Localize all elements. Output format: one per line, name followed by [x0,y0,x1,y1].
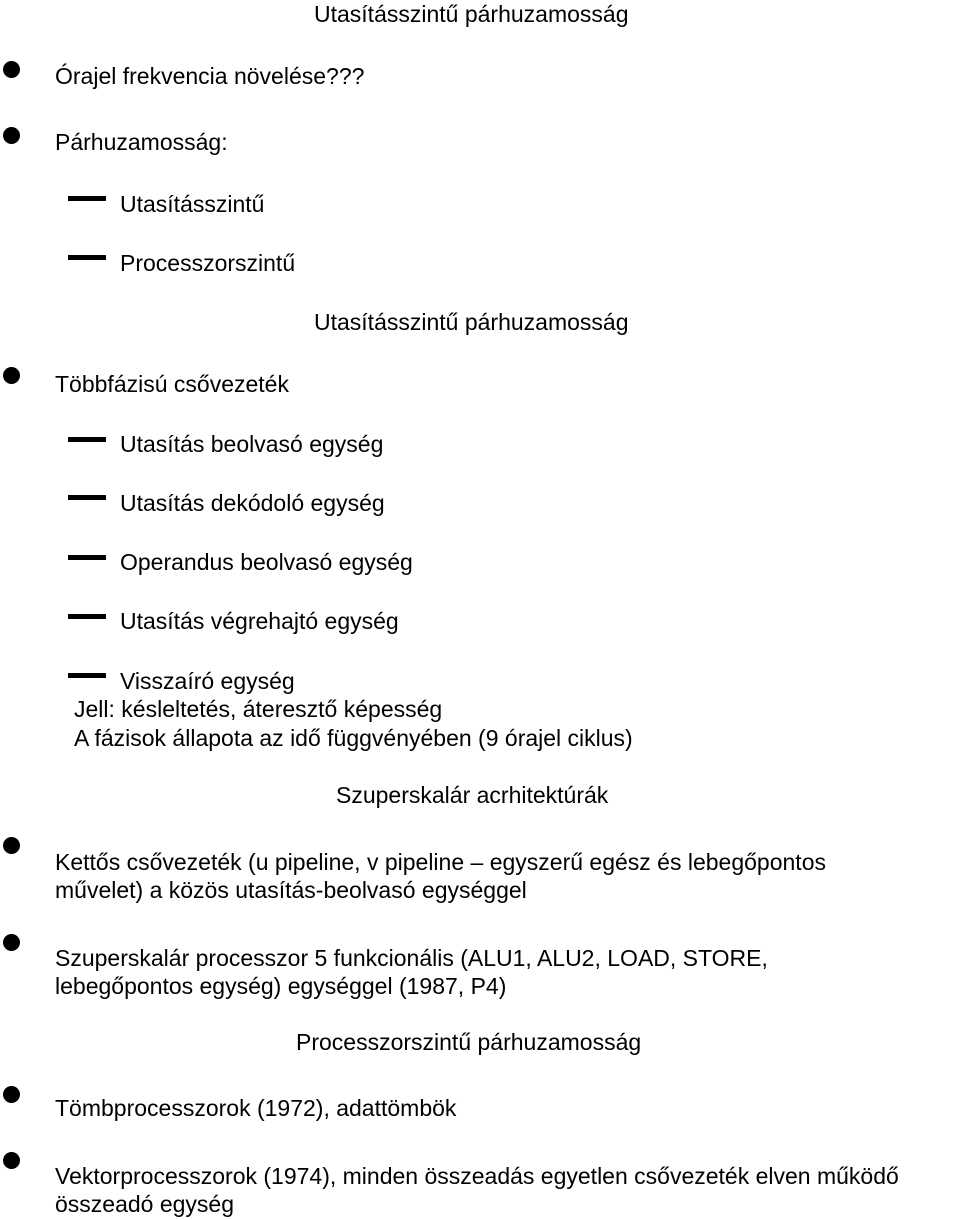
bullet-icon [3,367,20,384]
note-text: A fázisok állapota az idő függvényében (9 órajel ciklus) [74,725,633,751]
list-item: Vektorprocesszorok (1974), minden összeadás egyetlen csővezeték elven működő [55,1163,899,1189]
bullet-icon [3,61,20,78]
sub-list-item: Visszaíró egység [120,668,295,694]
section-heading-superscalar: Szuperskalár acrhitektúrák [336,782,609,808]
sub-list-item: Processzorszintű [120,250,296,276]
bullet-icon [3,1152,20,1169]
section-heading-instruction-level: Utasításszintű párhuzamosság [314,1,629,27]
list-item: Párhuzamosság: [55,129,228,155]
sub-list-item: Utasításszintű [120,191,265,217]
list-item: Többfázisú csővezeték [55,371,289,397]
sub-list-item: Operandus beolvasó egység [120,549,413,575]
section-heading-processor-level: Processzorszintű párhuzamosság [296,1029,642,1055]
list-item-continuation: lebegőpontos egység) egységgel (1987, P4) [55,973,507,999]
bullet-icon [3,934,20,951]
dash-icon [68,614,106,619]
bullet-icon [3,837,20,854]
bullet-icon [3,1086,20,1103]
sub-list-item: Utasítás végrehajtó egység [120,608,399,634]
list-item: Kettős csővezeték (u pipeline, v pipeline – egyszerű egész és lebegőpontos [55,849,826,875]
section-heading-instruction-level-2: Utasításszintű párhuzamosság [314,309,629,335]
list-item-continuation: művelet) a közös utasítás-beolvasó egységgel [55,877,527,903]
dash-icon [68,437,106,442]
sub-list-item: Utasítás beolvasó egység [120,431,384,457]
list-item-continuation: összeadó egység [55,1191,235,1217]
list-item: Órajel frekvencia növelése??? [55,63,365,89]
dash-icon [68,495,106,500]
dash-icon [68,555,106,560]
dash-icon [68,673,106,678]
sub-list-item: Utasítás dekódoló egység [120,490,385,516]
dash-icon [68,255,106,260]
bullet-icon [3,127,20,144]
note-text: Jell: késleltetés, áteresztő képesség [74,696,443,722]
list-item: Szuperskalár processzor 5 funkcionális (ALU1, ALU2, LOAD, STORE, [55,945,768,971]
list-item: Tömbprocesszorok (1972), adattömbök [55,1095,457,1121]
dash-icon [68,196,106,201]
